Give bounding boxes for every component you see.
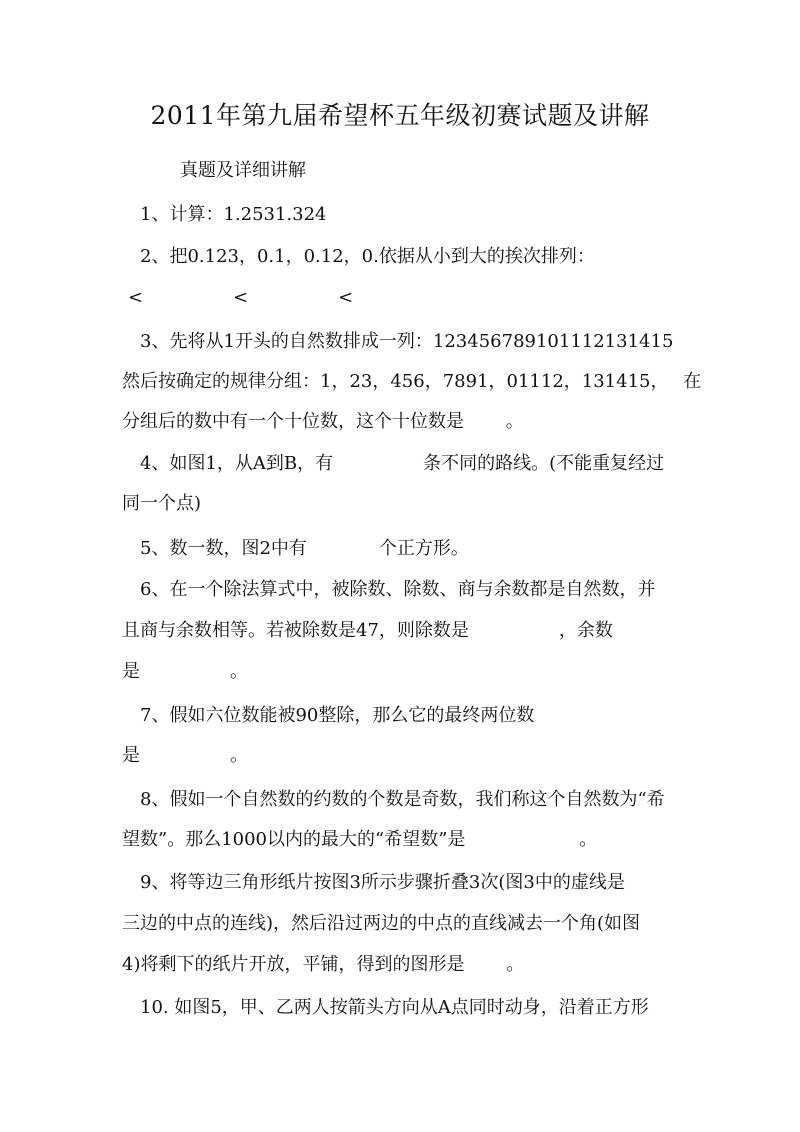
page-title: 2011年第九届希望杯五年级初赛试题及讲解	[150, 101, 650, 130]
question-9-line-1: 9、将等边三角形纸片按图3所示步骤折叠3次(图3中的虚线是	[140, 872, 625, 893]
question-3-line-2: 然后按确定的规律分组：1，23，456，7891，01112，131415， 在	[122, 371, 702, 392]
subtitle: 真题及详细讲解	[180, 160, 306, 181]
question-3-line-3: 分组后的数中有一个十位数，这个十位数是 。	[122, 411, 524, 432]
question-2: 2、把0.123，0.1，0.12，0.依据从小到大的挨次排列：	[140, 246, 595, 267]
question-6-line-2: 且商与余数相等。若被除数是47，则除数是 ，余数	[122, 620, 613, 641]
question-9-line-2: 三边的中点的连线)，然后沿过两边的中点的直线减去一个角(如图	[122, 913, 641, 934]
question-9-line-3: 4)将剩下的纸片开放，平铺，得到的图形是 。	[122, 954, 525, 975]
question-1: 1、计算：1.2531.324	[140, 204, 327, 225]
question-6-line-1: 6、在一个除法算式中，被除数、除数、商与余数都是自然数，并	[140, 579, 656, 600]
question-6-line-3: 是 。	[122, 661, 248, 682]
question-4-line-1: 4、如图1，从A到B，有 条不同的路线。(不能重复经过	[140, 453, 665, 474]
question-2-answer-blanks: < < <	[128, 287, 354, 308]
question-5: 5、数一数，图2中有 个正方形。	[140, 538, 469, 559]
question-8-line-1: 8、假如一个自然数的约数的个数是奇数，我们称这个自然数为“希	[140, 789, 665, 810]
question-4-line-2: 同一个点)	[122, 493, 202, 514]
question-10-line-1: 10. 如图5，甲、乙两人按箭头方向从A点同时动身，沿着正方形	[140, 997, 649, 1018]
question-7-line-2: 是 。	[122, 745, 248, 766]
question-3-line-1: 3、先将从1开头的自然数排成一列：123456789101112131415	[140, 331, 674, 352]
question-7-line-1: 7、假如六位数能被90整除，那么它的最终两位数	[140, 705, 535, 726]
question-8-line-2: 望数”。那么1000以内的最大的“希望数”是 。	[122, 829, 598, 850]
